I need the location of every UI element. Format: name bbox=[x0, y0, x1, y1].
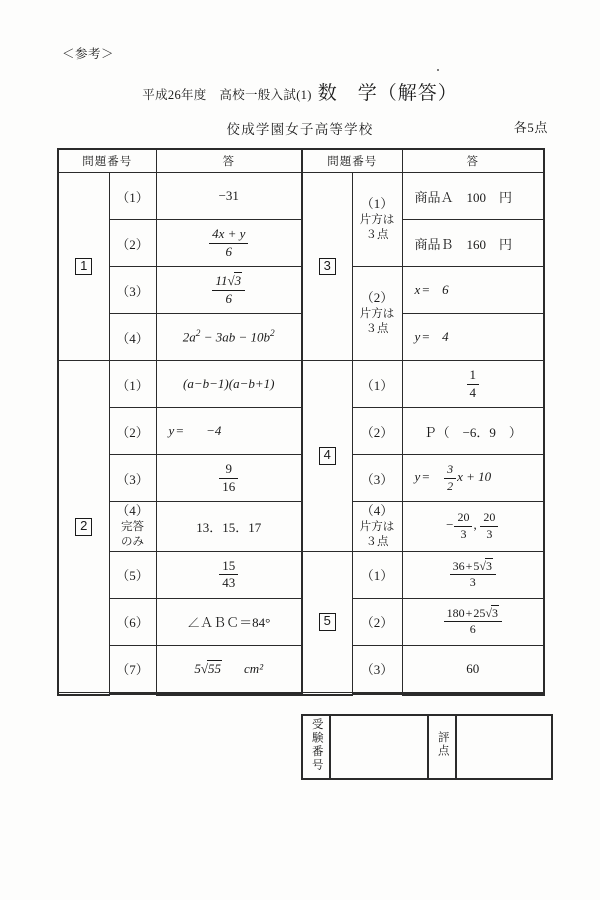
answer-cell: 5√55 cm² bbox=[156, 645, 302, 693]
section-number-cell-1 bbox=[58, 173, 109, 361]
fraction-numerator: 20 bbox=[454, 511, 472, 526]
fraction-denominator: 6 bbox=[469, 622, 476, 637]
fraction bbox=[212, 274, 245, 306]
answer-cell: x = 6 bbox=[402, 267, 544, 314]
fraction-denominator: 16 bbox=[222, 478, 236, 494]
fraction bbox=[450, 560, 496, 590]
sub-label-note-1: 片方は bbox=[359, 520, 395, 533]
answer-cell: − $\frac{20}{3}$ , $\frac{20}{3}$ bbox=[402, 502, 544, 552]
sub-label bbox=[352, 173, 402, 267]
sub-label-note-1: 片方は bbox=[359, 307, 395, 320]
table-header-row bbox=[302, 149, 544, 173]
fraction-denominator: 3 bbox=[486, 526, 493, 541]
fraction bbox=[444, 607, 502, 637]
section-number-1: 1 bbox=[75, 258, 92, 276]
fraction bbox=[454, 511, 472, 541]
fraction-numerator: 36 + 5√3 bbox=[450, 560, 496, 575]
answer-value: 6 bbox=[442, 282, 449, 297]
fraction-denominator: 3 bbox=[469, 575, 476, 590]
fraction-numerator: 9 bbox=[219, 462, 238, 479]
fraction-denominator: 6 bbox=[225, 290, 232, 306]
sub-label: （7） bbox=[109, 645, 156, 693]
answer-cell bbox=[156, 455, 302, 502]
fraction bbox=[209, 227, 248, 259]
score-label-cell bbox=[428, 715, 456, 779]
answer-cell bbox=[402, 551, 544, 598]
answer-unit: cm² bbox=[244, 660, 264, 676]
section-number-2: 2 bbox=[75, 518, 92, 536]
sub-label-note-2: ３点 bbox=[365, 536, 389, 549]
fraction bbox=[219, 559, 238, 591]
table-row bbox=[302, 551, 544, 598]
fraction-denominator: 3 bbox=[460, 526, 467, 541]
sub-label-note-2: ３点 bbox=[365, 229, 389, 242]
header-question-number: 問題番号 bbox=[302, 149, 402, 173]
sub-label: （1） bbox=[352, 361, 402, 408]
fraction-denominator: 4 bbox=[469, 384, 476, 400]
stray-ink-dot bbox=[437, 69, 439, 71]
radical-icon: √55 bbox=[200, 660, 222, 676]
sub-label: （2） bbox=[352, 408, 402, 455]
score-field[interactable] bbox=[456, 715, 552, 779]
fraction-numerator: 15 bbox=[219, 559, 238, 576]
table-row bbox=[58, 173, 302, 220]
left-answer-table bbox=[57, 148, 303, 696]
examinee-number-label-cell bbox=[302, 715, 330, 779]
sub-label: （1） bbox=[352, 551, 402, 598]
sub-label: （1） bbox=[109, 361, 156, 408]
fraction-numerator: 11√3 bbox=[212, 274, 245, 291]
fraction-denominator: 2 bbox=[447, 478, 454, 493]
score-label: 評点 bbox=[436, 731, 449, 758]
sub-label: （5） bbox=[109, 551, 156, 598]
points-note: 各5点 bbox=[513, 120, 548, 135]
fraction-denominator: 43 bbox=[222, 575, 236, 591]
score-box bbox=[301, 714, 553, 780]
fraction bbox=[219, 462, 238, 494]
radical-icon: √3 bbox=[479, 558, 492, 573]
sub-label: （1） bbox=[109, 173, 156, 220]
header-question-number: 問題番号 bbox=[58, 149, 156, 173]
answer-cell: $2a^2 - 3ab - 10b^2$ bbox=[156, 314, 302, 361]
section-number-cell-4 bbox=[302, 361, 352, 552]
score-box-row bbox=[302, 715, 552, 779]
sub-label: （4） bbox=[109, 314, 156, 361]
sub-label: （3） bbox=[352, 645, 402, 693]
school-name: 佼成学園女子高等学校 bbox=[226, 122, 374, 137]
table-row bbox=[302, 173, 544, 220]
fraction bbox=[480, 511, 498, 541]
sub-label: （2） bbox=[109, 220, 156, 267]
right-answer-table bbox=[301, 148, 545, 696]
answer-cell: Ｐ（ −6．9 ） bbox=[402, 408, 544, 455]
answer-cell: ∠ＡＢＣ＝84° bbox=[156, 598, 302, 645]
exam-title-big: 数 学（解答） bbox=[317, 83, 458, 104]
answer-cell bbox=[156, 551, 302, 598]
fraction-denominator: 6 bbox=[225, 243, 232, 259]
answer-cell bbox=[156, 267, 302, 314]
sub-label-note-2: ３点 bbox=[365, 323, 389, 336]
header-answer: 答 bbox=[402, 149, 544, 173]
table-header-row bbox=[58, 149, 302, 173]
examinee-number-field[interactable] bbox=[330, 715, 428, 779]
answer-cell bbox=[402, 361, 544, 408]
exam-title-small: 平成26年度 高校一般入試(1) bbox=[142, 88, 312, 102]
table-row bbox=[58, 361, 302, 408]
examinee-number-label: 受験番号 bbox=[310, 717, 323, 772]
section-number-cell-5 bbox=[302, 551, 352, 693]
sub-label-number: （1） bbox=[360, 196, 394, 212]
sub-label-note-2: のみ bbox=[121, 536, 144, 549]
sub-label bbox=[109, 502, 156, 552]
sub-label: （6） bbox=[109, 598, 156, 645]
answer-cell: −31 bbox=[156, 173, 302, 220]
fraction-numerator: 3 bbox=[444, 463, 456, 478]
sub-label-number: （4） bbox=[116, 503, 149, 518]
fraction-numerator: 180 + 25√3 bbox=[444, 607, 502, 622]
radical-icon: √3 bbox=[227, 272, 242, 288]
sub-label: （3） bbox=[352, 455, 402, 502]
answer-cell: 商品Ｂ 160 円 bbox=[402, 220, 544, 267]
fraction-numerator: 4x + y bbox=[209, 227, 248, 244]
sub-label: （2） bbox=[109, 408, 156, 455]
answer-cell: (a−b−1)(a−b+1) bbox=[156, 361, 302, 408]
exam-title bbox=[0, 78, 600, 105]
sub-label: （3） bbox=[109, 455, 156, 502]
answer-cell bbox=[156, 220, 302, 267]
fraction-numerator: 20 bbox=[480, 511, 498, 526]
answer-cell: y = 4 bbox=[402, 314, 544, 361]
sub-label: （2） bbox=[352, 598, 402, 645]
fraction-numerator: 1 bbox=[467, 368, 480, 385]
answer-value: 4 bbox=[442, 329, 449, 344]
section-number-4: 4 bbox=[319, 447, 336, 465]
answer-cell bbox=[402, 598, 544, 645]
answer-cell: 60 bbox=[402, 645, 544, 693]
sub-label-note-1: 完答 bbox=[121, 520, 144, 533]
answer-value: −4 bbox=[206, 423, 222, 438]
section-number-5: 5 bbox=[319, 613, 336, 631]
answer-tail: x + 10 bbox=[457, 468, 492, 484]
sub-label-number: （2） bbox=[360, 290, 394, 306]
answer-cell: y = −4 bbox=[156, 408, 302, 455]
section-number-cell-3 bbox=[302, 173, 352, 361]
section-number-cell-2 bbox=[58, 361, 109, 693]
table-row bbox=[302, 361, 544, 408]
answer-cell: 13．15．17 bbox=[156, 502, 302, 552]
radical-icon: √3 bbox=[485, 605, 498, 620]
sub-label-number: （4） bbox=[360, 503, 394, 518]
section-number-3: 3 bbox=[319, 258, 336, 276]
sub-label bbox=[352, 502, 402, 552]
sub-label bbox=[352, 267, 402, 361]
sub-label-note-1: 片方は bbox=[359, 213, 395, 226]
fraction bbox=[467, 368, 480, 400]
answer-cell: y = $\frac{3}{2}$ x + 10 bbox=[402, 455, 544, 502]
answer-cell: 商品Ａ 100 円 bbox=[402, 173, 544, 220]
header-answer: 答 bbox=[156, 149, 302, 173]
sub-label: （3） bbox=[109, 267, 156, 314]
reference-tag: ＜参考＞ bbox=[62, 47, 115, 61]
fraction bbox=[444, 463, 456, 493]
